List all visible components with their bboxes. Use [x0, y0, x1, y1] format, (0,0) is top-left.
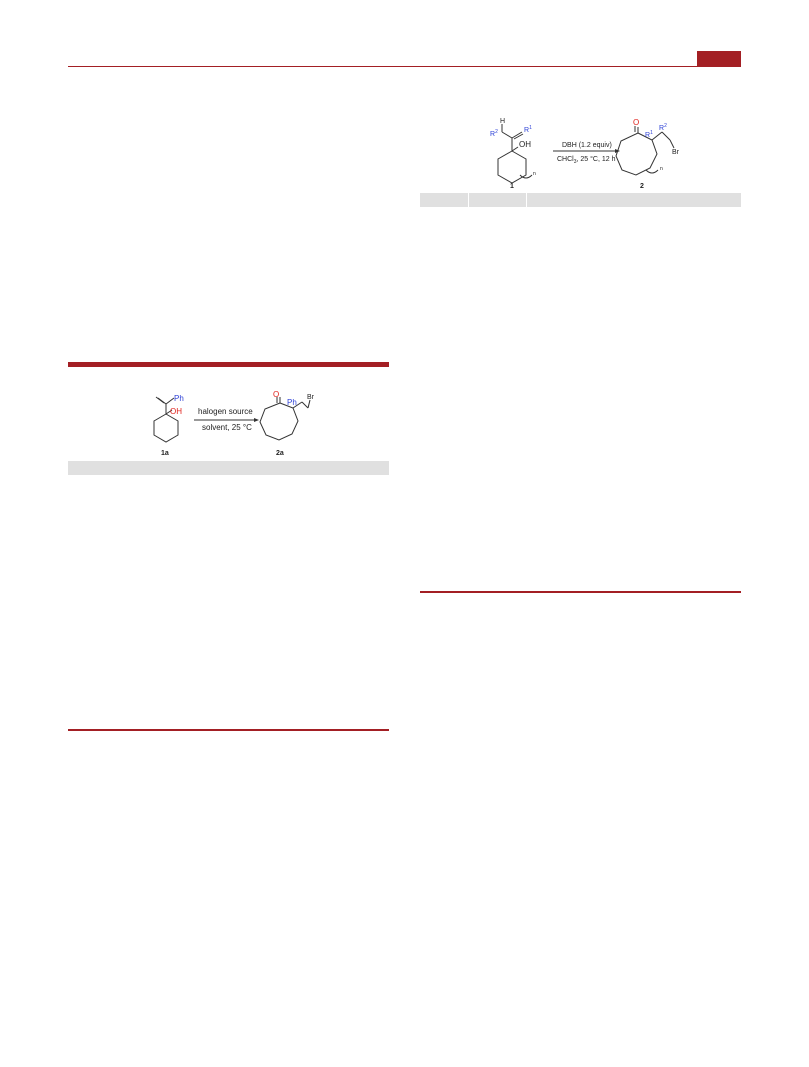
- product-n-label: n: [660, 166, 663, 172]
- product-r2-label: $R^2$: [659, 123, 667, 132]
- header-rule: [68, 66, 741, 67]
- column-divider: [468, 193, 469, 207]
- header-tab: [697, 51, 741, 67]
- conditions-bottom: solvent, 25 °C: [202, 423, 252, 432]
- substrate-h-label: H: [500, 118, 506, 125]
- substrate-r1-label: $R^1$: [524, 125, 532, 134]
- product-br-label: Br: [307, 394, 314, 401]
- conditions-top: DBH (1.2 equiv): [562, 142, 612, 149]
- table-top-rule-left: [68, 362, 389, 367]
- substrate-compound-label: 1a: [161, 450, 169, 457]
- product-o-label: O: [273, 390, 280, 399]
- optimization-scheme: [130, 390, 340, 459]
- table-header-row-right: [420, 193, 741, 207]
- column-divider: [526, 193, 527, 207]
- table-bottom-rule-left: [68, 729, 389, 731]
- substrate-n-label: n: [533, 171, 536, 177]
- conditions-bottom: CHCl$_3$, 25 °C, 12 h: [557, 156, 616, 165]
- table-header-row-left: [68, 461, 389, 475]
- substrate-oh-label: OH: [170, 407, 182, 416]
- conditions-top: halogen source: [198, 407, 253, 416]
- product-compound-label: 2a: [276, 450, 284, 457]
- product-br-label: Br: [672, 149, 679, 156]
- table-bottom-rule-right: [420, 591, 741, 593]
- product-r1-label: $R^1$: [645, 130, 653, 139]
- substrate-scope-scheme: [470, 112, 700, 190]
- product-compound-label: 2: [640, 183, 644, 190]
- substrate-r2-label: $R^2$: [490, 129, 498, 138]
- substrate-compound-label: 1: [510, 183, 514, 190]
- substrate-oh-label: OH: [519, 140, 531, 149]
- substrate-ph-label: Ph: [174, 394, 184, 403]
- product-ph-label: Ph: [287, 398, 297, 407]
- product-o-label: O: [633, 118, 640, 127]
